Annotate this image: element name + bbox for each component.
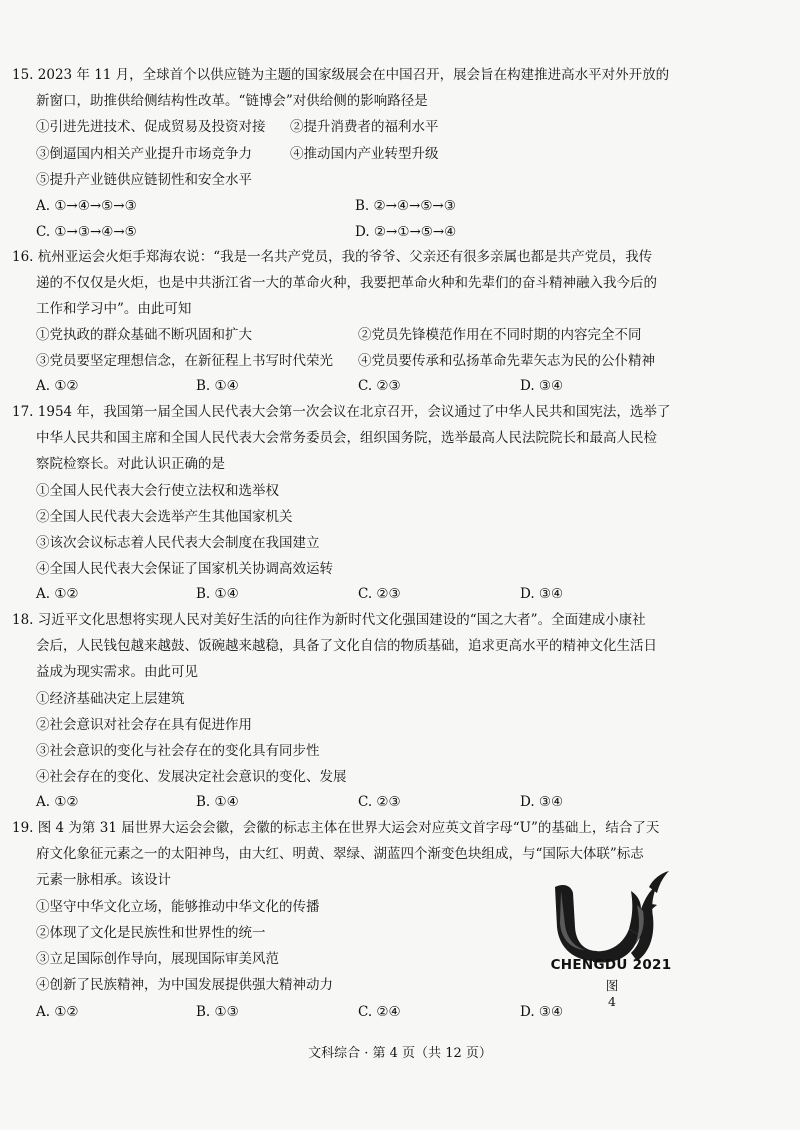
q15-option-d: D. ②→①→⑤→④ <box>355 224 457 240</box>
q16-statement-4: ④党员要传承和弘扬革命先辈矢志为民的公仆精神 <box>358 353 655 369</box>
q17-stem-line3: 察院检察长。对此认识正确的是 <box>36 456 225 472</box>
q19-statement-2: ②体现了文化是民族性和世界性的统一 <box>36 925 266 941</box>
q16-stem-line2: 递的不仅仅是火炬，也是中共浙江省一大的革命火种，我要把革命火种和先辈们的奋斗精神融入我今后的 <box>36 275 657 291</box>
q19-statement-4: ④创新了民族精神，为中国发展提供强大精神动力 <box>36 977 333 993</box>
q16-statement-2: ②党员先锋模范作用在不同时期的内容完全不同 <box>358 327 642 343</box>
q19-option-c: C. ②④ <box>358 1004 401 1020</box>
q15-option-a: A. ①→④→⑤→③ <box>36 198 137 214</box>
q15-statement-4: ④推动国内产业转型升级 <box>290 146 439 162</box>
q18-stem-line2: 会后，人民钱包越来越鼓、饭碗越来越稳，具备了文化自信的物质基础，追求更高水平的精神文化生活日 <box>36 638 657 654</box>
q18-option-b: B. ①④ <box>196 794 239 810</box>
q19-statement-1: ①坚守中华文化立场，能够推动中华文化的传播 <box>36 899 320 915</box>
q17-option-b: B. ①④ <box>196 586 239 602</box>
q18-statement-4: ④社会存在的变化、发展决定社会意识的变化、发展 <box>36 769 347 785</box>
q19-option-a: A. ①② <box>36 1004 79 1020</box>
q18-statement-2: ②社会意识对社会存在具有促进作用 <box>36 717 252 733</box>
q18-option-c: C. ②③ <box>358 794 401 810</box>
q17-statement-4: ④全国人民代表大会保证了国家机关协调高效运转 <box>36 561 333 577</box>
q18-statement-1: ①经济基础决定上层建筑 <box>36 691 185 707</box>
q17-statement-3: ③该次会议标志着人民代表大会制度在我国建立 <box>36 535 320 551</box>
q16-statement-3: ③党员要坚定理想信念，在新征程上书写时代荣光 <box>36 353 333 369</box>
figure-label: 图 4 <box>605 978 619 1009</box>
q17-stem-line1: 17. 1954 年，我国第一届全国人民代表大会第一次会议在北京召开，会议通过了中华人民共和国宪法，选举了 <box>12 404 671 420</box>
q17-option-c: C. ②③ <box>358 586 401 602</box>
q16-statement-1: ①党执政的群众基础不断巩固和扩大 <box>36 327 252 343</box>
q19-option-d: D. ③④ <box>520 1004 564 1020</box>
q18-stem-line3: 益成为现实需求。由此可见 <box>36 664 198 680</box>
q18-option-a: A. ①② <box>36 794 79 810</box>
q17-stem-line2: 中华人民共和国主席和全国人民代表大会常务委员会，组织国务院，选举最高人民法院院长和最高人民检 <box>36 430 657 446</box>
q15-stem-line1: 15. 2023 年 11 月，全球首个以供应链为主题的国家级展会在中国召开，展会旨在构建推进高水平对外开放的 <box>12 67 670 83</box>
q19-option-b: B. ①③ <box>196 1004 239 1020</box>
q15-option-b: B. ②→④→⑤→③ <box>355 198 456 214</box>
q15-statement-2: ②提升消费者的福利水平 <box>290 119 439 135</box>
q19-stem-line3: 元素一脉相承。该设计 <box>36 872 171 888</box>
q17-statement-1: ①全国人民代表大会行使立法权和选举权 <box>36 483 279 499</box>
q16-stem-line3: 工作和学习中”。由此可知 <box>36 301 192 317</box>
emblem-caption: CHENGDU 2021 <box>550 957 672 973</box>
q15-stem-line2: 新窗口，助推供给侧结构性改革。“链博会”对供给侧的影响路径是 <box>36 93 428 109</box>
q17-option-d: D. ③④ <box>520 586 564 602</box>
q16-option-b: B. ①④ <box>196 378 239 394</box>
q15-option-c: C. ①→③→④→⑤ <box>36 224 137 240</box>
q19-stem-line2: 府文化象征元素之一的太阳神鸟，由大红、明黄、翠绿、湖蓝四个渐变色块组成，与“国际大体联”标志 <box>36 846 644 862</box>
q16-stem-line1: 16. 杭州亚运会火炬手郑海农说：“我是一名共产党员，我的爷爷、父亲还有很多亲属也都是共产党员，我传 <box>12 249 653 265</box>
q17-option-a: A. ①② <box>36 586 79 602</box>
q16-option-a: A. ①② <box>36 378 79 394</box>
q16-option-d: D. ③④ <box>520 378 564 394</box>
q19-statement-3: ③立足国际创作导向，展现国际审美风范 <box>36 951 279 967</box>
q17-statement-2: ②全国人民代表大会选举产生其他国家机关 <box>36 509 293 525</box>
q15-statement-5: ⑤提升产业链供应链韧性和安全水平 <box>36 172 252 188</box>
q18-statement-3: ③社会意识的变化与社会存在的变化具有同步性 <box>36 743 320 759</box>
q18-stem-line1: 18. 习近平文化思想将实现人民对美好生活的向往作为新时代文化强国建设的“国之大者”。全面建成小康社 <box>12 612 646 628</box>
q16-option-c: C. ②③ <box>358 378 401 394</box>
q15-statement-3: ③倒逼国内相关产业提升市场竞争力 <box>36 146 252 162</box>
page-footer: 文科综合 · 第 4 页（共 12 页） <box>308 1046 492 1061</box>
q19-stem-line1: 19. 图 4 为第 31 届世界大运会会徽，会徽的标志主体在世界大运会对应英文首字母“U”的基础上，结合了天 <box>12 820 660 836</box>
q15-statement-1: ①引进先进技术、促成贸易及投资对接 <box>36 119 266 135</box>
q18-option-d: D. ③④ <box>520 794 564 810</box>
